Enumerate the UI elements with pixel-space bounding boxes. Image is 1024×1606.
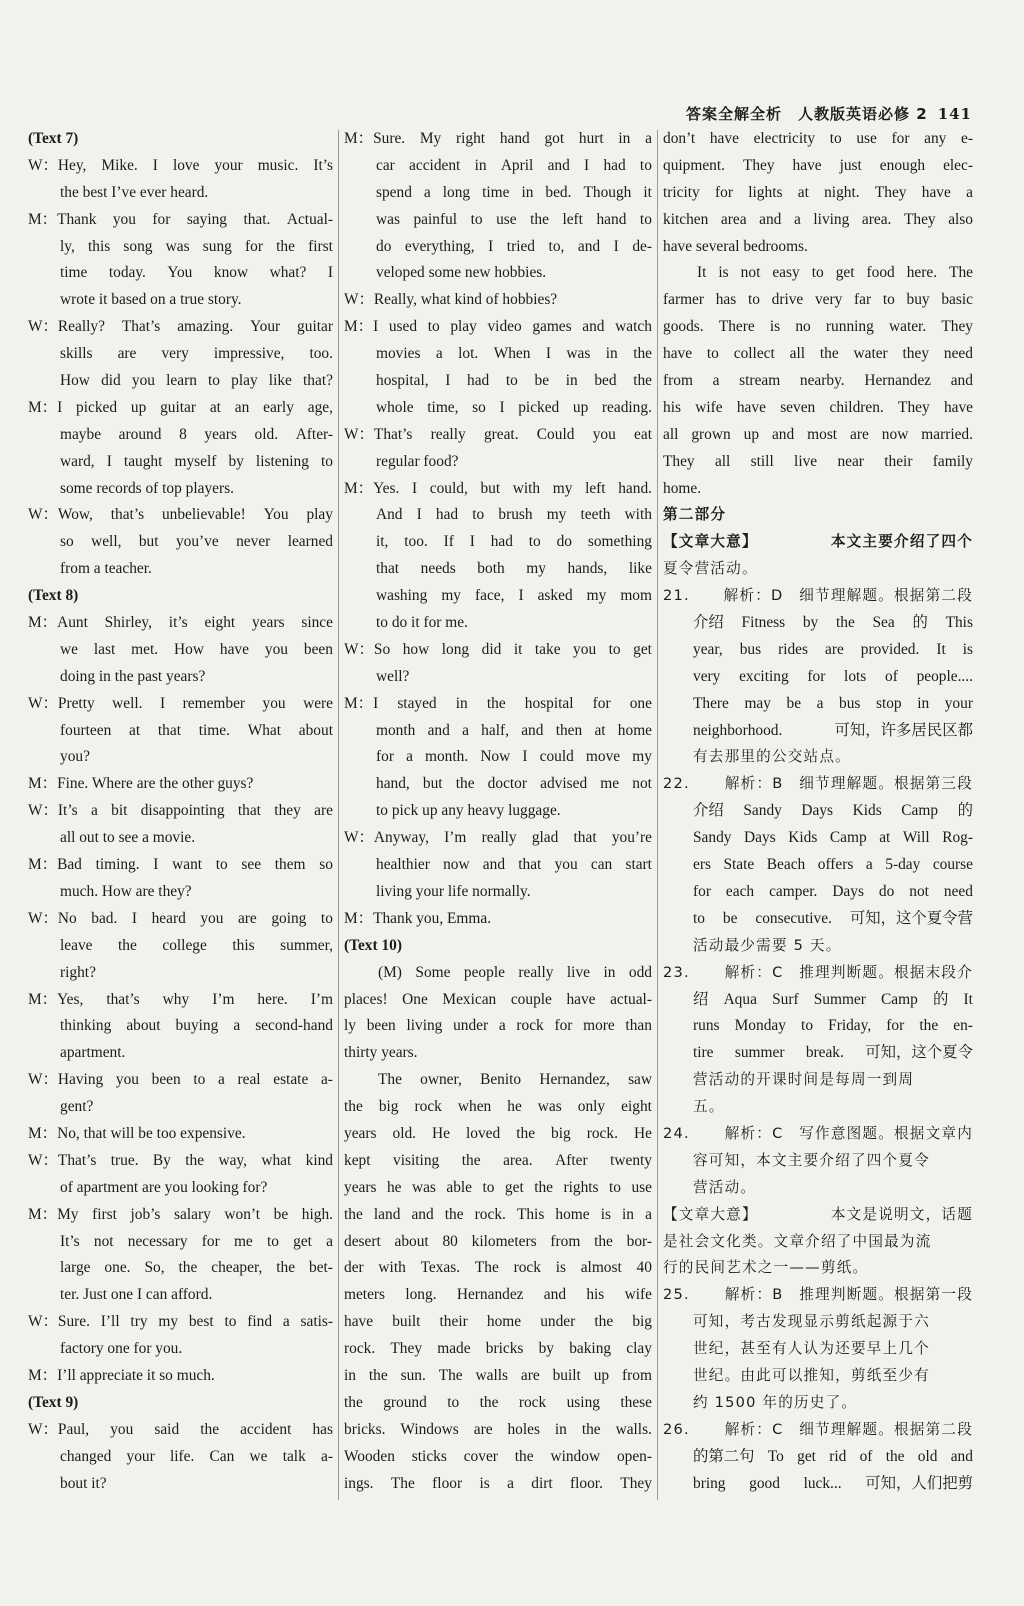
text-line: 约 1500 年的历史了。 [693, 1393, 858, 1411]
text-line: apartment. [60, 1044, 126, 1062]
text-line: der with Texas. The rock is almost 40 [344, 1259, 652, 1277]
text-line: (Text 10) [344, 936, 402, 954]
text-line: have several bedrooms. [663, 237, 808, 255]
text-line: wrote it based on a true story. [60, 291, 242, 309]
text-line: M：I’ll appreciate it so much. [28, 1366, 215, 1384]
text-line: 介绍 Sandy Days Kids Camp 的 [693, 802, 973, 820]
text-line: 营活动的开课时间是每周一到周 [693, 1071, 915, 1089]
text-line: 【文章大意】 本文是说明文，话题 [663, 1205, 973, 1223]
text-line: tricity for lights at night. They have a [663, 183, 973, 201]
text-line: 行的民间艺术之一——剪纸。 [663, 1259, 869, 1277]
text-line: farmer has to drive very far to buy basic [663, 291, 973, 309]
text-line: do everything, I tried to, and I de- [376, 237, 652, 255]
page-number: 141 [937, 105, 972, 123]
text-line: don’t have electricity to use for any e- [663, 130, 973, 147]
text-line: for each camper. Days do not need [693, 882, 973, 900]
text-line: quipment. They have just enough elec- [663, 156, 973, 174]
text-line: ings. The floor is a dirt floor. They [344, 1474, 652, 1492]
text-line: 的第二句 To get rid of the old and [693, 1447, 973, 1465]
text-line: How did you learn to play like that? [60, 372, 333, 390]
text-line: The owner, Benito Hernandez, saw [378, 1071, 652, 1089]
text-line: bout it? [60, 1474, 107, 1492]
text-line: (Text 9) [28, 1393, 79, 1411]
text-line: all out to see a movie. [60, 829, 196, 847]
page-header [686, 103, 972, 124]
text-line: M：Fine. Where are the other guys? [28, 775, 254, 793]
text-line: W：Anyway, I’m really glad that you’re [344, 829, 652, 847]
text-line: They all still live near their family [663, 452, 973, 470]
text-line: ly been living under a rock for more than [344, 1017, 652, 1035]
text-line: was painful to use the left hand to [376, 210, 652, 228]
text-line: to be consecutive. 可知，这个夏令营 [693, 909, 973, 927]
text-line: W：Hey, Mike. I love your music. It’s [28, 156, 333, 174]
text-line: his wife have seven children. They have [663, 398, 973, 416]
text-line: 营活动。 [693, 1178, 757, 1196]
text-line: bricks. Windows are holes in the walls. [344, 1420, 652, 1438]
text-line: right? [60, 963, 96, 981]
text-line: kept visiting the area. After twenty [344, 1151, 652, 1169]
text-line: W：No bad. I heard you are going to [28, 909, 333, 927]
text-line: we last met. How have you been [60, 640, 333, 658]
text-line: hospital, I had to be in bed the [376, 372, 652, 390]
text-line: ers State Beach offers a 5-day course [693, 856, 973, 874]
text-line: runs Monday to Friday, for the en- [693, 1017, 973, 1035]
text-line: M：Thank you, Emma. [344, 909, 492, 927]
text-line: years he was able to get the rights to use [344, 1178, 652, 1196]
text-line: 介绍 Fitness by the Sea 的 This [693, 614, 973, 632]
text-line: neighborhood. 可知，许多居民区都 [693, 721, 973, 739]
text-line: M：Sure. My right hand got hurt in a [344, 130, 652, 147]
text-line: 世纪。由此可以推知，剪纸至少有 [693, 1366, 930, 1384]
text-line: meters long. Hernandez and his wife [344, 1286, 652, 1304]
text-line: 21. 解析：D 细节理解题。根据第二段 [663, 587, 973, 605]
text-line: W：Paul, you said the accident has [28, 1420, 333, 1438]
text-line: And I had to brush my teeth with [376, 506, 652, 524]
text-line: 有去那里的公交站点。 [693, 748, 851, 766]
text-line: car accident in April and I had to [376, 156, 652, 174]
text-line: W：Really? That’s amazing. Your guitar [28, 318, 333, 336]
text-line: W：Sure. I’ll try my best to find a satis- [28, 1313, 333, 1331]
text-line: W：That’s really great. Could you eat [344, 425, 652, 443]
text-line: the ground to the rock using these [344, 1393, 652, 1411]
text-line: bring good luck... 可知，人们把剪 [693, 1474, 973, 1492]
text-line: factory one for you. [60, 1340, 183, 1358]
text-line: have to collect all the water they need [663, 345, 973, 363]
text-line: whole time, so I picked up reading. [376, 398, 652, 416]
column-divider [657, 130, 658, 1500]
text-line: Wooden sticks cover the window open- [344, 1447, 652, 1465]
column-left [28, 126, 333, 1506]
text-line: the best I’ve ever heard. [60, 183, 209, 201]
text-line: 是社会文化类。文章介绍了中国最为流 [663, 1232, 932, 1250]
text-line: places! One Mexican couple have actual- [344, 990, 652, 1008]
text-line: spend a long time in bed. Though it [376, 183, 652, 201]
text-line: M：Yes. I could, but with my left hand. [344, 479, 652, 497]
text-line: 夏令营活动。 [663, 560, 758, 578]
text-line: There may be a bus stop in your [693, 694, 973, 712]
text-line: W：Wow, that’s unbelievable! You play [28, 506, 333, 524]
text-line: M：My first job’s salary won’t be high. [28, 1205, 333, 1223]
text-line: M：Yes, that’s why I’m here. I’m [28, 990, 333, 1008]
text-line: thirty years. [344, 1044, 418, 1062]
text-line: W：It’s a bit disappointing that they are [28, 802, 333, 820]
text-line: gent? [60, 1098, 94, 1116]
text-line: 活动最少需要 5 天。 [693, 936, 842, 954]
text-line: W：So how long did it take you to get [344, 640, 652, 658]
text-line: 五。 [693, 1098, 725, 1116]
text-line: 【文章大意】 本文主要介绍了四个 [663, 533, 973, 551]
text-line: leave the college this summer, [60, 936, 333, 954]
text-line: M：I picked up guitar at an early age, [28, 398, 333, 416]
text-line: W：That’s true. By the way, what kind [28, 1151, 333, 1169]
text-line: M：Bad timing. I want to see them so [28, 856, 333, 874]
text-line: W：Really, what kind of hobbies? [344, 291, 558, 309]
text-line: tire summer break. 可知，这个夏令 [693, 1044, 973, 1062]
text-line: all grown up and most are now married. [663, 425, 973, 443]
text-line: (Text 8) [28, 587, 79, 605]
text-line: thinking about buying a second-hand [60, 1017, 333, 1035]
text-line: well? [376, 667, 410, 685]
text-line: living your life normally. [376, 882, 531, 900]
text-line: ter. Just one I can afford. [60, 1286, 213, 1304]
text-line: the land and the rock. This home is in a [344, 1205, 652, 1223]
text-line: 世纪，甚至有人认为还要早上几个 [693, 1340, 930, 1358]
text-line: rock. They made bricks by baking clay [344, 1340, 652, 1358]
text-line: Sandy Days Kids Camp at Will Rog- [693, 829, 973, 847]
text-line: (M) Some people really live in odd [378, 963, 652, 981]
text-line: 24. 解析：C 写作意图题。根据文章内 [663, 1124, 973, 1142]
text-line: (Text 7) [28, 130, 79, 147]
text-line: for a month. Now I could move my [376, 748, 652, 766]
text-line: some records of top players. [60, 479, 234, 497]
text-line: so well, but you’ve never learned [60, 533, 333, 551]
text-line: fourteen at that time. What about [60, 721, 333, 739]
text-line: to pick up any heavy luggage. [376, 802, 561, 820]
text-line: healthier now and that you can start [376, 856, 652, 874]
text-line: it, too. If I had to do something [376, 533, 652, 551]
text-line: that needs both my hands, like [376, 560, 652, 578]
text-line: regular food? [376, 452, 459, 470]
text-line: doing in the past years? [60, 667, 206, 685]
text-line: time today. You know what? I [60, 264, 333, 282]
text-line: desert about 80 kilometers from the bor- [344, 1232, 652, 1250]
text-line: goods. There is no running water. They [663, 318, 973, 336]
text-line: have built their home under the big [344, 1313, 652, 1331]
text-line: 23. 解析：C 推理判断题。根据末段介 [663, 963, 973, 981]
text-line: ward, I taught myself by listening to [60, 452, 333, 470]
text-line: from a teacher. [60, 560, 152, 578]
text-line: M：I stayed in the hospital for one [344, 694, 652, 712]
text-line: very exciting for lots of people.... [693, 667, 973, 685]
text-line: skills are very impressive, too. [60, 345, 333, 363]
text-line: to do it for me. [376, 614, 468, 632]
text-line: home. [663, 479, 702, 497]
column-middle [344, 126, 652, 1506]
text-line: 25. 解析：B 推理判断题。根据第一段 [663, 1286, 973, 1304]
text-line: M：No, that will be too expensive. [28, 1124, 246, 1142]
text-line: 第二部分 [663, 506, 727, 524]
text-line: 22. 解析：B 细节理解题。根据第三段 [663, 775, 973, 793]
text-line: kitchen area and a living area. They also [663, 210, 973, 228]
text-line: movies a lot. When I was in the [376, 345, 652, 363]
text-line: veloped some new hobbies. [376, 264, 547, 282]
text-line: maybe around 8 years old. After- [60, 425, 333, 443]
text-line: from a stream nearby. Hernandez and [663, 372, 973, 390]
text-line: M：Thank you for saying that. Actual- [28, 210, 333, 228]
text-line: 绍 Aqua Surf Summer Camp 的 It [693, 990, 973, 1008]
text-line: washing my face, I asked my mom [376, 587, 652, 605]
text-line: changed your life. Can we talk a- [60, 1447, 333, 1465]
text-line: 可知，考古发现显示剪纸起源于六 [693, 1313, 930, 1331]
text-line: ly, this song was sung for the first [60, 237, 333, 255]
text-line: in the sun. The walls are built up from [344, 1366, 652, 1384]
text-line: you? [60, 748, 90, 766]
text-line: It is not easy to get food here. The [697, 264, 973, 282]
column-right [663, 126, 973, 1506]
text-line: M：I used to play video games and watch [344, 318, 652, 336]
text-line: It’s not necessary for me to get a [60, 1232, 333, 1250]
column-divider [338, 130, 339, 1500]
text-line: 26. 解析：C 细节理解题。根据第二段 [663, 1420, 973, 1438]
text-line: W：Having you been to a real estate a- [28, 1071, 333, 1089]
text-line: M：Aunt Shirley, it’s eight years since [28, 614, 333, 632]
text-line: of apartment are you looking for? [60, 1178, 268, 1196]
text-line: years old. He loved the big rock. He [344, 1124, 652, 1142]
text-line: much. How are they? [60, 882, 192, 900]
text-line: W：Pretty well. I remember you were [28, 694, 333, 712]
header-title: 答案全解全析 人教版英语必修 2 [686, 105, 928, 123]
text-line: month and a half, and then at home [376, 721, 652, 739]
text-line: the big rock when he was only eight [344, 1098, 652, 1116]
text-line: 容可知，本文主要介绍了四个夏令 [693, 1151, 930, 1169]
text-line: hand, but the doctor advised me not [376, 775, 652, 793]
text-line: large one. So, the cheaper, the bet- [60, 1259, 333, 1277]
text-line: year, bus rides are provided. It is [693, 640, 973, 658]
